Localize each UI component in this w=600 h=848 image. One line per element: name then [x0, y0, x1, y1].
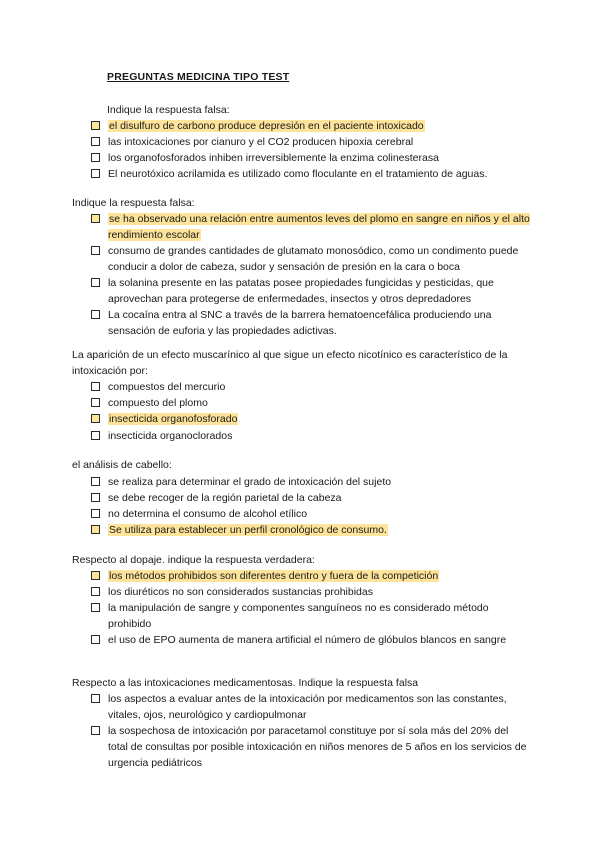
- question-4-option-3[interactable]: [91, 506, 531, 522]
- question-3-option-4[interactable]: [91, 428, 531, 444]
- option-text: consumo de grandes cantidades de glutamato monosódico, como un condimento puede conducir a dolor de cabeza, sudor y sensación de presión en la cara o boca: [108, 245, 519, 273]
- question-2-option-1[interactable]: [91, 211, 531, 243]
- option-text: los diuréticos no son considerados sustancias prohibidas: [108, 586, 373, 598]
- question-2-option-4[interactable]: [91, 307, 531, 339]
- question-2-option-3[interactable]: [91, 275, 531, 307]
- option-text: la sospechosa de intoxicación por paracetamol constituye por sí sola más del 20% del total de consultas por posible intoxicación en niños menores de 5 años en los servicios de urgencia pediátricos: [108, 725, 527, 769]
- checkbox-icon[interactable]: [91, 635, 100, 644]
- checkbox-icon[interactable]: [91, 587, 100, 596]
- checkbox-icon[interactable]: [91, 278, 100, 287]
- option-text: La cocaína entra al SNC a través de la barrera hematoencefálica produciendo una sensación de euforia y las propiedades adictivas.: [108, 309, 492, 337]
- option-text: insecticida organoclorados: [108, 430, 233, 442]
- checkbox-icon[interactable]: [91, 603, 100, 612]
- question-5-option-2[interactable]: [91, 584, 531, 600]
- checkbox-icon[interactable]: [91, 310, 100, 319]
- question-1-option-4[interactable]: [91, 166, 531, 182]
- option-text: se realiza para determinar el grado de intoxicación del sujeto: [108, 476, 392, 488]
- option-text: el disulfuro de carbono produce depresión en el paciente intoxicado: [109, 120, 424, 132]
- option-text: los métodos prohibidos son diferentes dentro y fuera de la competición: [109, 570, 439, 582]
- question-1-option-1[interactable]: [91, 118, 531, 134]
- question-5-option-1[interactable]: [91, 568, 531, 584]
- checkbox-icon[interactable]: [91, 414, 100, 423]
- checkbox-icon[interactable]: [91, 571, 100, 580]
- question-4-prompt: el análisis de cabello:: [72, 459, 172, 471]
- option-text: compuesto del plomo: [108, 397, 208, 409]
- question-3-prompt: La aparición de un efecto muscarínico al que sigue un efecto nicotínico es característico de la intoxicación por:: [72, 349, 508, 377]
- question-3-option-2[interactable]: [91, 395, 531, 411]
- question-2-option-2[interactable]: [91, 243, 531, 275]
- option-text: las intoxicaciones por cianuro y el CO2 producen hipoxia cerebral: [108, 136, 414, 148]
- option-text: la manipulación de sangre y componentes sanguíneos no es considerado método prohibido: [108, 602, 489, 630]
- question-6-prompt: Respecto a las intoxicaciones medicamentosas. Indique la respuesta falsa: [72, 677, 419, 689]
- option-text: no determina el consumo de alcohol etílico: [108, 508, 308, 520]
- option-text: insecticida organofosforado: [109, 413, 238, 425]
- checkbox-icon[interactable]: [91, 398, 100, 407]
- checkbox-icon[interactable]: [91, 153, 100, 162]
- checkbox-icon[interactable]: [91, 382, 100, 391]
- option-text: el uso de EPO aumenta de manera artificial el número de glóbulos blancos en sangre: [108, 634, 507, 646]
- question-6-option-1[interactable]: [91, 691, 531, 723]
- question-5-option-4[interactable]: [91, 632, 531, 648]
- question-2-prompt: Indique la respuesta falsa:: [72, 197, 195, 209]
- option-text: la solanina presente en las patatas posee propiedades fungicidas y pesticidas, que aprovechan para protegerse de enfermedades, insectos y otros depredadores: [108, 277, 494, 305]
- checkbox-icon[interactable]: [91, 477, 100, 486]
- checkbox-icon[interactable]: [91, 431, 100, 440]
- checkbox-icon[interactable]: [91, 525, 100, 534]
- question-1-option-3[interactable]: [91, 150, 531, 166]
- question-4-option-2[interactable]: [91, 490, 531, 506]
- checkbox-icon[interactable]: [91, 726, 100, 735]
- option-text: se debe recoger de la región parietal de la cabeza: [108, 492, 342, 504]
- question-5-prompt: Respecto al dopaje. indique la respuesta verdadera:: [72, 554, 315, 566]
- option-text: los aspectos a evaluar antes de la intoxicación por medicamentos son las constantes, vitales, ojos, neurológico y cardiopulmonar: [108, 693, 507, 721]
- question-4-option-1[interactable]: [91, 474, 531, 490]
- option-text: Se utiliza para establecer un perfil cronológico de consumo.: [109, 524, 387, 536]
- question-1-prompt: Indique la respuesta falsa:: [107, 104, 230, 116]
- option-text: los organofosforados inhiben irreversiblemente la enzima colinesterasa: [108, 152, 439, 164]
- question-3-option-1[interactable]: [91, 379, 531, 395]
- option-text: compuestos del mercurio: [108, 381, 226, 393]
- question-3-option-3[interactable]: [91, 411, 531, 427]
- checkbox-icon[interactable]: [91, 121, 100, 130]
- question-5-option-3[interactable]: [91, 600, 531, 632]
- checkbox-icon[interactable]: [91, 214, 100, 223]
- checkbox-icon[interactable]: [91, 493, 100, 502]
- option-text: se ha observado una relación entre aumentos leves del plomo en sangre en niños y el alto rendimiento escolar: [108, 213, 530, 241]
- option-text: El neurotóxico acrilamida es utilizado como floculante en el tratamiento de aguas.: [108, 168, 488, 180]
- checkbox-icon[interactable]: [91, 137, 100, 146]
- checkbox-icon[interactable]: [91, 509, 100, 518]
- question-6-option-2[interactable]: [91, 723, 531, 771]
- page-title: PREGUNTAS MEDICINA TIPO TEST: [107, 71, 290, 83]
- question-1-option-2[interactable]: [91, 134, 531, 150]
- question-4-option-4[interactable]: [91, 522, 531, 538]
- checkbox-icon[interactable]: [91, 694, 100, 703]
- checkbox-icon[interactable]: [91, 169, 100, 178]
- checkbox-icon[interactable]: [91, 246, 100, 255]
